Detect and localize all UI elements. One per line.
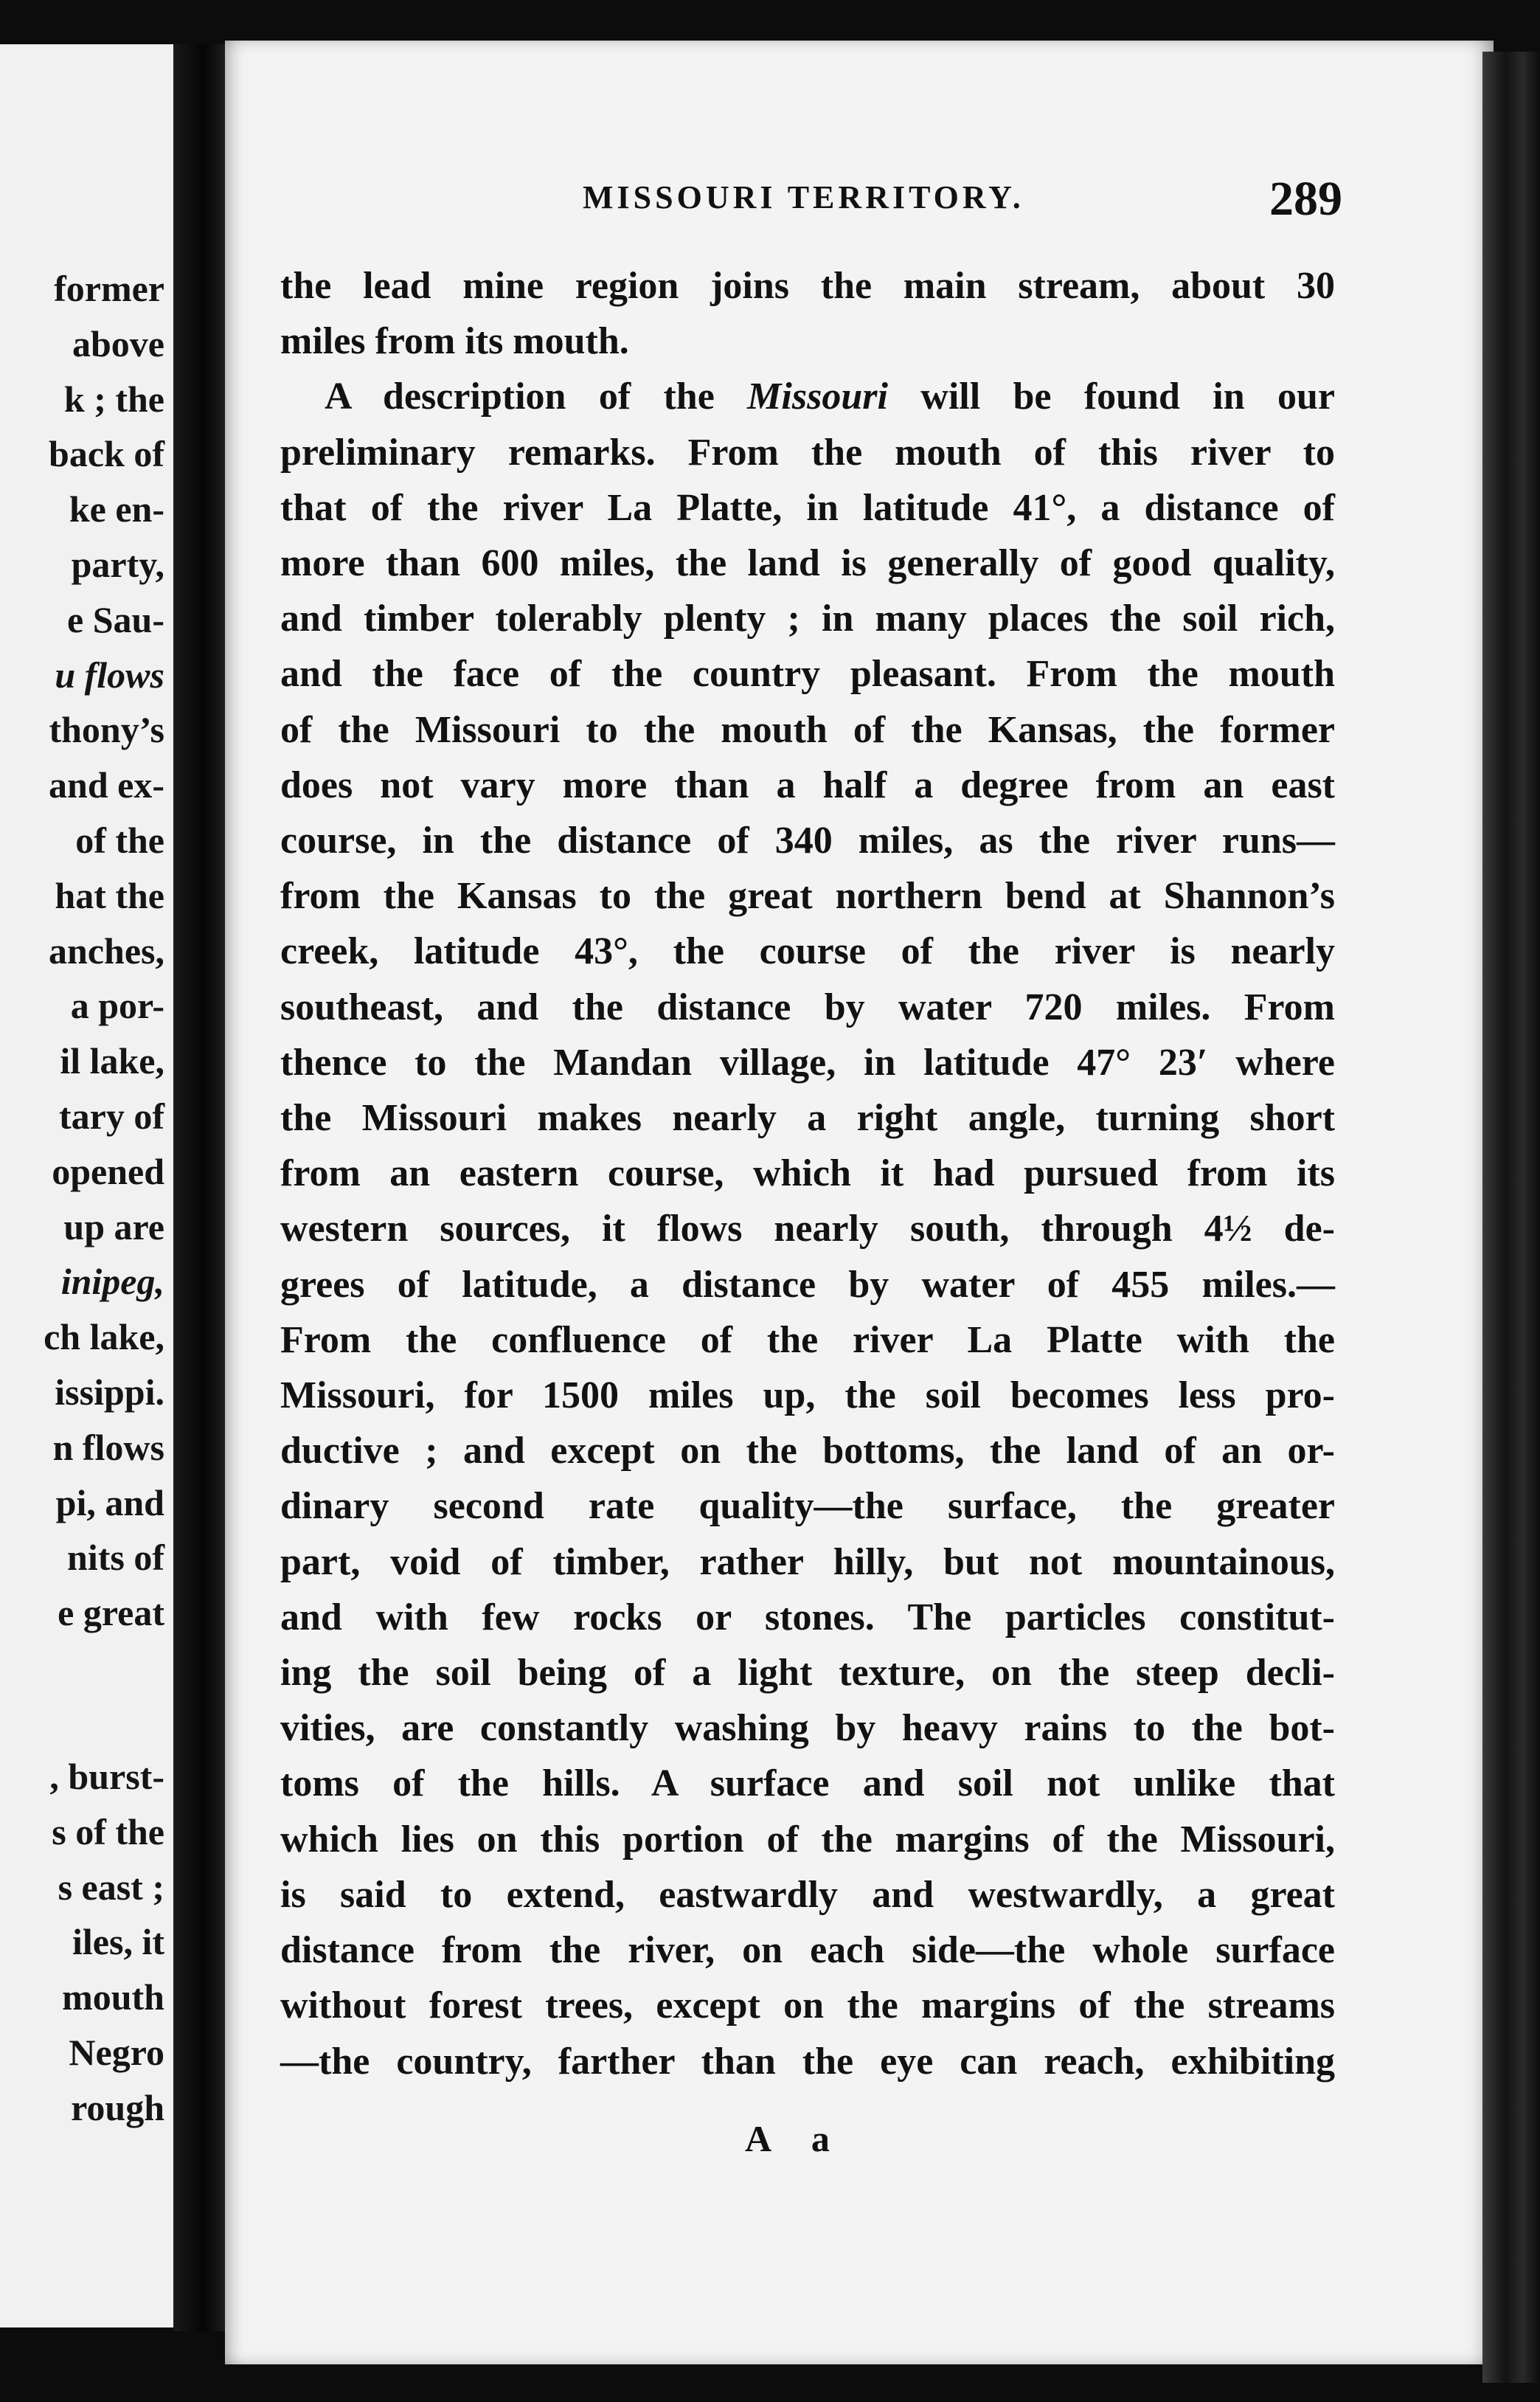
text-line: western sources, it flows nearly south, through 4½ de- — [280, 1208, 1335, 1250]
previous-page-line: hat the — [55, 874, 164, 916]
text-line: more than 600 miles, the land is generally of good quality, — [280, 542, 1335, 585]
previous-page-line: il lake, — [60, 1040, 164, 1082]
text-line: ductive ; and except on the bottoms, the land of an or- — [280, 1430, 1335, 1472]
previous-page-line: , burst- — [49, 1755, 164, 1797]
page-number: 289 — [1269, 172, 1342, 226]
previous-page-italic: u flows — [55, 654, 164, 696]
previous-page-line: up are — [63, 1205, 164, 1247]
previous-page-line: ke en- — [69, 488, 164, 530]
text-line: part, void of timber, rather hilly, but not mountainous, — [280, 1540, 1335, 1583]
text-line: —the country, farther than the eye can reach, exhibiting — [280, 2040, 1335, 2083]
text-line: that of the river La Platte, in latitude 41°, a distance of — [280, 486, 1335, 529]
previous-page-line: k ; the — [63, 378, 164, 420]
text-line: ing the soil being of a light texture, on the steep decli- — [280, 1652, 1335, 1695]
previous-page-line: a por- — [70, 985, 164, 1027]
previous-page-line: iles, it — [72, 1921, 164, 1963]
previous-page-line — [0, 648, 164, 703]
italic-word: Missouri — [747, 375, 888, 418]
previous-page-line: pi, and — [55, 1481, 164, 1523]
previous-page-line: e Sau- — [67, 598, 164, 640]
text-line: Missouri, for 1500 miles up, the soil becomes less pro- — [280, 1374, 1335, 1417]
previous-page-line: thony’s — [49, 709, 164, 751]
text-line: dinary second rate quality—the surface, the greater — [280, 1485, 1335, 1528]
previous-page-italic: inipeg, — [60, 1261, 164, 1303]
text-line: thence to the Mandan village, in latitude 47° 23′ where — [280, 1041, 1335, 1084]
book-gutter — [173, 44, 229, 2331]
text-line: From the confluence of the river La Platte with the — [280, 1318, 1335, 1361]
text-line: from the Kansas to the great northern bend at Shannon’s — [280, 875, 1335, 918]
text-line: without forest trees, except on the margins of the streams — [280, 1984, 1335, 2027]
previous-page-line: s of the — [52, 1810, 164, 1852]
previous-page-line: e great — [58, 1592, 164, 1634]
text-line: the Missouri makes nearly a right angle, turning short — [280, 1097, 1335, 1140]
text-line-with-italic: A description of the Missouri will be found in our — [325, 375, 1335, 418]
text-line: miles from its mouth. — [280, 320, 629, 363]
text-line: course, in the distance of 340 miles, as the river runs— — [280, 820, 1335, 862]
previous-page-line — [0, 1254, 164, 1309]
running-head — [354, 171, 1342, 238]
text-line: and with few rocks or stones. The particles constitut- — [280, 1596, 1335, 1638]
text-line: creek, latitude 43°, the course of the river is nearly — [280, 930, 1335, 973]
text-line: the lead mine region joins the main stream, about 30 — [280, 265, 1335, 307]
text-line: grees of latitude, a distance by water of 455 miles.— — [280, 1263, 1335, 1306]
text-line: does not vary more than a half a degree from an east — [280, 764, 1335, 806]
previous-page-line: Negro — [69, 2031, 164, 2073]
previous-page-line: anches, — [49, 930, 164, 972]
previous-page-line: issippi. — [55, 1371, 164, 1413]
running-head-title: MISSOURI TERRITORY. — [583, 179, 1024, 215]
previous-page-line: mouth — [62, 1976, 164, 2018]
previous-page-fragment — [0, 44, 173, 2327]
text-line: which lies on this portion of the margins of the Missouri, — [280, 1818, 1335, 1861]
previous-page-gap — [0, 1641, 164, 1749]
previous-page-line: rough — [71, 2086, 164, 2128]
text-line: distance from the river, on each side—the whole surface — [280, 1929, 1335, 1972]
text-line: of the Missouri to the mouth of the Kansas, the former — [280, 708, 1335, 751]
previous-page-line: and ex- — [49, 764, 164, 806]
previous-page-line: above — [72, 322, 164, 364]
page-body-text — [280, 258, 1335, 2089]
previous-page-line: back of — [49, 433, 164, 475]
text-line: preliminary remarks. From the mouth of this river to — [280, 431, 1335, 474]
page-edge-shadow — [1482, 52, 1540, 2383]
text-line: and the face of the country pleasant. From the mouth — [280, 653, 1335, 696]
previous-page-line: ch lake, — [44, 1316, 164, 1358]
signature-mark: A a — [745, 2118, 846, 2159]
previous-page-line: party, — [71, 543, 164, 585]
text-line: is said to extend, eastwardly and westwardly, a great — [280, 1873, 1335, 1916]
previous-page-line: n flows — [52, 1426, 164, 1468]
previous-page-line: of the — [75, 819, 164, 861]
previous-page-line: opened — [52, 1150, 164, 1192]
text-line: from an eastern course, which it had pursued from its — [280, 1152, 1335, 1195]
previous-page-line: nits of — [67, 1537, 164, 1579]
text-line: vities, are constantly washing by heavy rains to the bot- — [280, 1707, 1335, 1750]
text-line: and timber tolerably plenty ; in many places the soil rich, — [280, 598, 1335, 640]
previous-page-line: tary of — [59, 1095, 164, 1137]
previous-page-text — [0, 261, 164, 2136]
previous-page-line: former — [54, 268, 164, 309]
text-line: toms of the hills. A surface and soil not unlike that — [280, 1762, 1335, 1805]
text-line: southeast, and the distance by water 720 miles. From — [280, 986, 1335, 1028]
previous-page-line: s east ; — [58, 1866, 164, 1908]
